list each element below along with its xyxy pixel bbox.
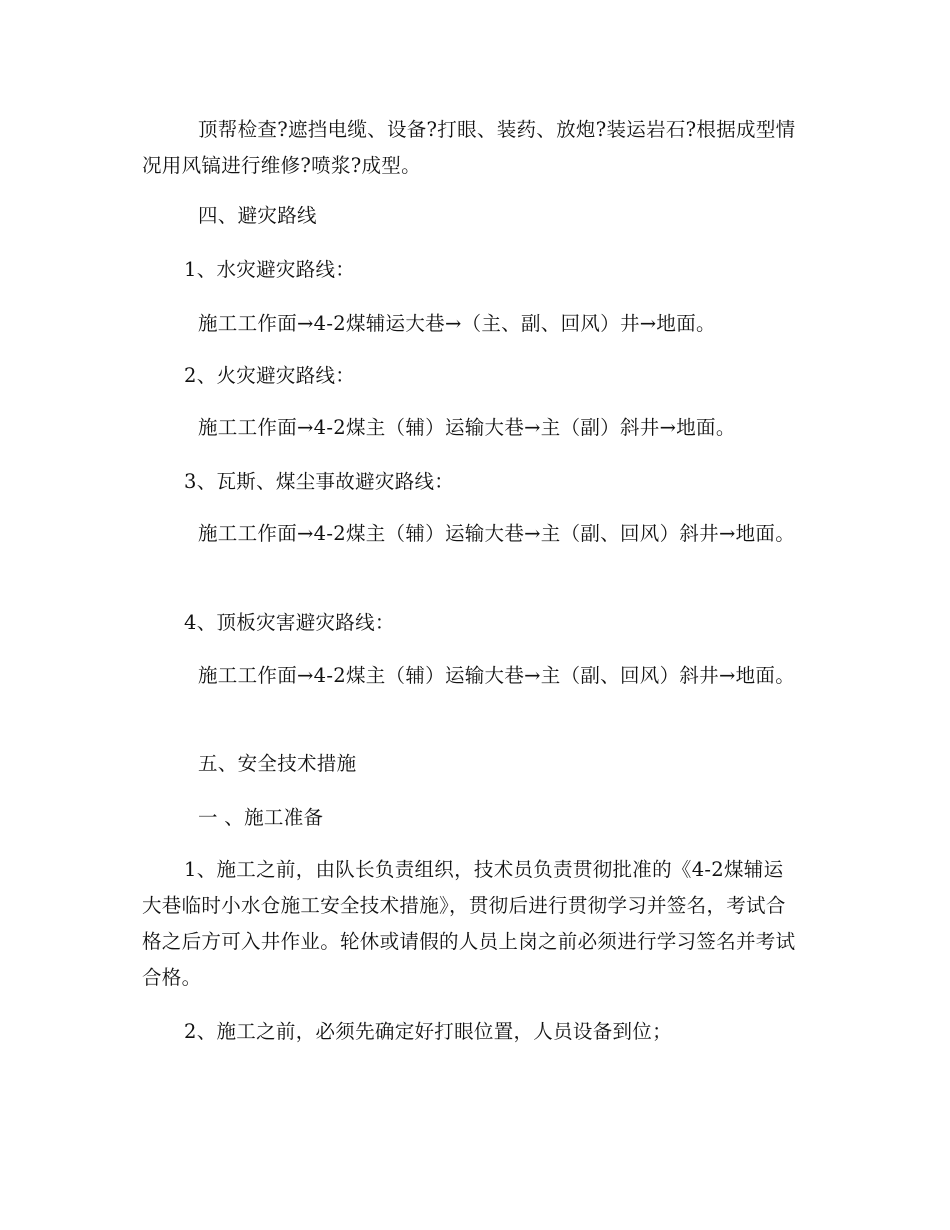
paragraph-roof-route: 施工工作面→4-2煤主（辅）运输大巷→主（副、回风）斜井→地面。 [198, 664, 796, 687]
paragraph-flood-route: 施工工作面→4-2煤辅运大巷→（主、副、回风）井→地面。 [198, 312, 716, 335]
paragraph-process-steps: 顶帮检查?遮挡电缆、设备?打眼、装药、放炮?装运岩石?根据成型情况用风镐进行维修?喷浆?成型。 [142, 118, 796, 177]
heading-fire-route: 2、火灾避灾路线： [184, 364, 356, 387]
paragraph-fire-route: 施工工作面→4-2煤主（辅）运输大巷→主（副）斜井→地面。 [198, 416, 736, 439]
paragraph-preparation-item-1: 1、施工之前，由队长负责组织，技术员负责贯彻批准的《4-2煤辅运大巷临时小水仓施工安全技术措施》，贯彻后进行贯彻学习并签名，考试合格之后方可入井作业。轮休或请假的人员上岗之前必须进行学习签名并考试合格。 [142, 858, 796, 989]
heading-flood-route: 1、水灾避灾路线： [184, 258, 356, 281]
paragraph-preparation-item-2: 2、施工之前，必须先确定好打眼位置，人员设备到位； [184, 1020, 672, 1043]
heading-roof-route: 4、顶板灾害避灾路线： [184, 611, 395, 634]
heading-gas-dust-route: 3、瓦斯、煤尘事故避灾路线： [184, 470, 455, 493]
paragraph-gas-dust-route: 施工工作面→4-2煤主（辅）运输大巷→主（副、回风）斜井→地面。 [198, 522, 796, 545]
heading-safety-measures: 五、安全技术措施 [198, 752, 357, 775]
heading-construction-preparation: 一 、施工准备 [198, 806, 324, 829]
heading-evacuation-routes: 四、避灾路线 [198, 204, 317, 227]
